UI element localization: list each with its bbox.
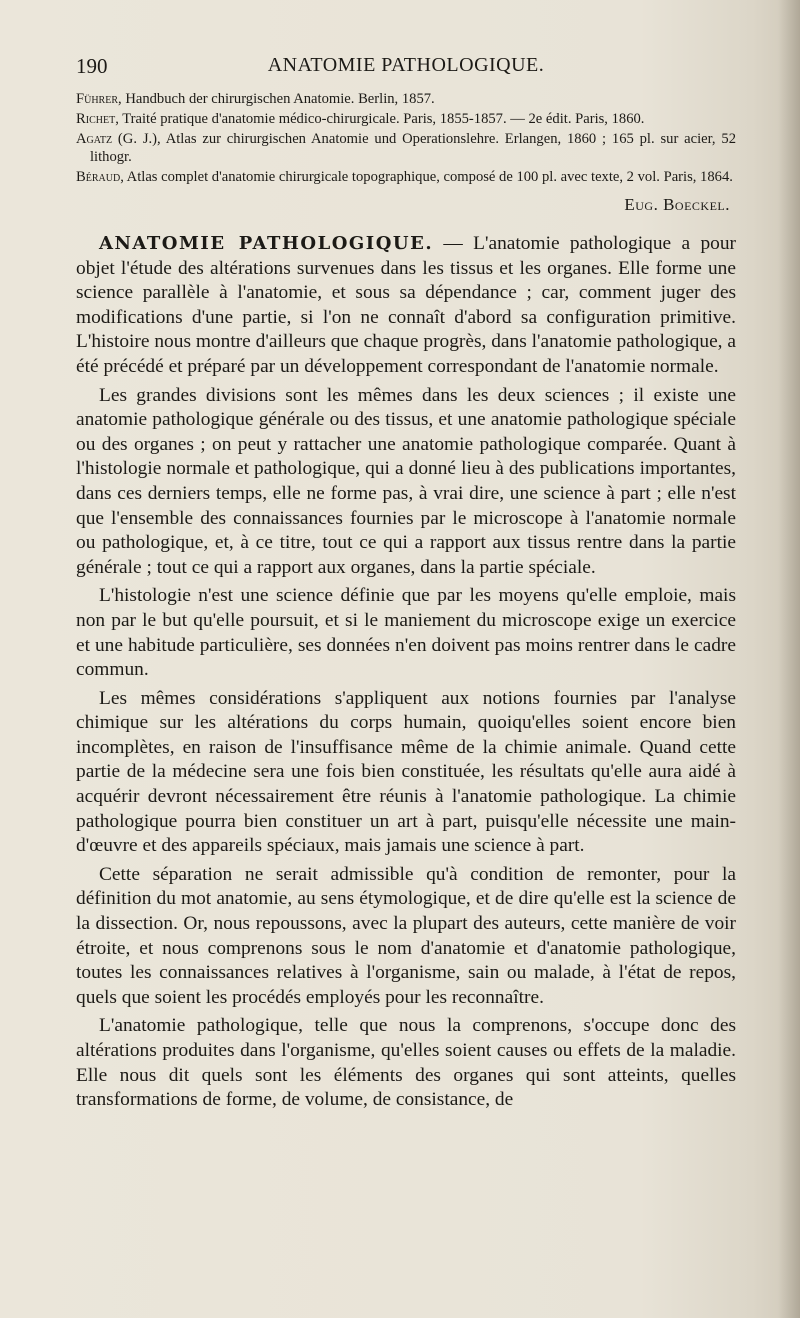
bibliography-entry	[76, 130, 736, 166]
bibliography-text: , Atlas complet d'anatomie chirurgicale topographique, composé de 100 pl. avec texte, 2 vol. Paris, 1864.	[120, 169, 733, 185]
bibliography-entry	[76, 90, 736, 108]
bibliography-author: Führer	[76, 91, 119, 107]
bibliography-author: Béraud	[76, 169, 121, 185]
paragraph-text: — L'anatomie pathologique a pour objet l'étude des altérations survenues dans les tissus et les organes. Elle forme une science parallèle à l'anatomie, et sous sa dépendance ; car, comment juger des modifications d'une partie, si l'on ne connaît d'abord sa configuration primitive. L'histoire nous montre d'ailleurs que chaque progrès, dans l'anatomie pathologique, a été précédé et préparé par un développement correspondant de l'anatomie normale.	[76, 233, 736, 377]
bibliography-author: Agatz	[76, 131, 113, 147]
article-paragraph: Les grandes divisions sont les mêmes dans les deux sciences ; il existe une anatomie pathologique générale ou des tissus, et une anatomie pathologique spéciale ou des organes ; on peut y rattacher une anatomie pathologique comparée. Quant à l'histologie normale et pathologique, qui a donné lieu à des publications importantes, dans ces derniers temps, elle ne forme pas, à vrai dire, une science à part ; elle n'est que l'ensemble des connaissances fournies par le microscope à l'anatomie normale ou pathologique, et, à ce titre, tout ce qui a rapport aux tissus rentre dans la partie générale ; tout ce qui a rapport aux organes, dans la partie spéciale.	[76, 384, 736, 578]
article-body	[76, 232, 736, 1117]
bibliography-entry	[76, 110, 736, 128]
page-number: 190	[76, 54, 108, 78]
bibliography-entry	[76, 168, 736, 186]
bibliography-author: Richet	[76, 111, 116, 127]
article-heading: ANATOMIE PATHOLOGIQUE.	[99, 233, 434, 254]
bibliography-text: , Traité pratique d'anatomie médico-chirurgicale. Paris, 1855-1857. — 2e édit. Paris, 1860.	[115, 111, 645, 127]
article-paragraph: L'anatomie pathologique, telle que nous la comprenons, s'occupe donc des altérations produites dans l'organisme, qu'elles soient causes ou effets de la maladie. Elle nous dit quels sont les éléments des organes qui sont atteints, quelles transformations de forme, de volume, de consistance, de	[76, 1015, 736, 1111]
page-header	[76, 50, 736, 80]
article-paragraph	[76, 232, 736, 380]
bibliography-list	[76, 90, 736, 188]
article-paragraph: L'histologie n'est une science définie que par les moyens qu'elle emploie, mais non par le but qu'elle poursuit, et si le maniement du microscope exige un exercice et une habitude particulière, ses données n'en doivent pas moins rentrer dans le cadre commun.	[76, 585, 736, 681]
article-paragraph: Cette séparation ne serait admissible qu'à condition de remonter, pour la définition du mot anatomie, au sens étymologique, et de dire qu'elle est la science de la dissection. Or, nous repoussons, avec la plupart des auteurs, cette manière de voir étroite, et nous comprenons sous le nom d'anatomie et d'anatomie pathologique, toutes les connaissances relatives à l'organisme, sain ou malade, à l'état de repos, quels que soient les procédés employés pour les reconnaître.	[76, 863, 736, 1008]
running-title: ANATOMIE PATHOLOGIQUE.	[267, 54, 545, 76]
bibliography-text: (G. J.), Atlas zur chirurgischen Anatomie und Operationslehre. Erlangen, 1860 ; 165 pl. sur acier, 52 lithogr.	[90, 131, 736, 165]
author-signature: Eug. Boeckel.	[624, 195, 730, 214]
page-gutter-shadow	[778, 0, 800, 1318]
bibliography-text: , Handbuch der chirurgischen Anatomie. Berlin, 1857.	[118, 91, 435, 107]
article-paragraph: Les mêmes considérations s'appliquent aux notions fournies par l'analyse chimique sur les altérations du corps humain, quoiqu'elles soient encore bien incomplètes, en raison de l'insuffisance même de la chimie animale. Quand cette partie de la médecine sera une fois bien constituée, les résultats qu'elle aura aidé à acquérir devront nécessairement être réunis à l'anatomie pathologique. La chimie pathologique pourra bien constituer un art à part, puisqu'elle nécessite une main-d'œuvre et des appareils spéciaux, mais jamais une science à part.	[76, 687, 736, 857]
